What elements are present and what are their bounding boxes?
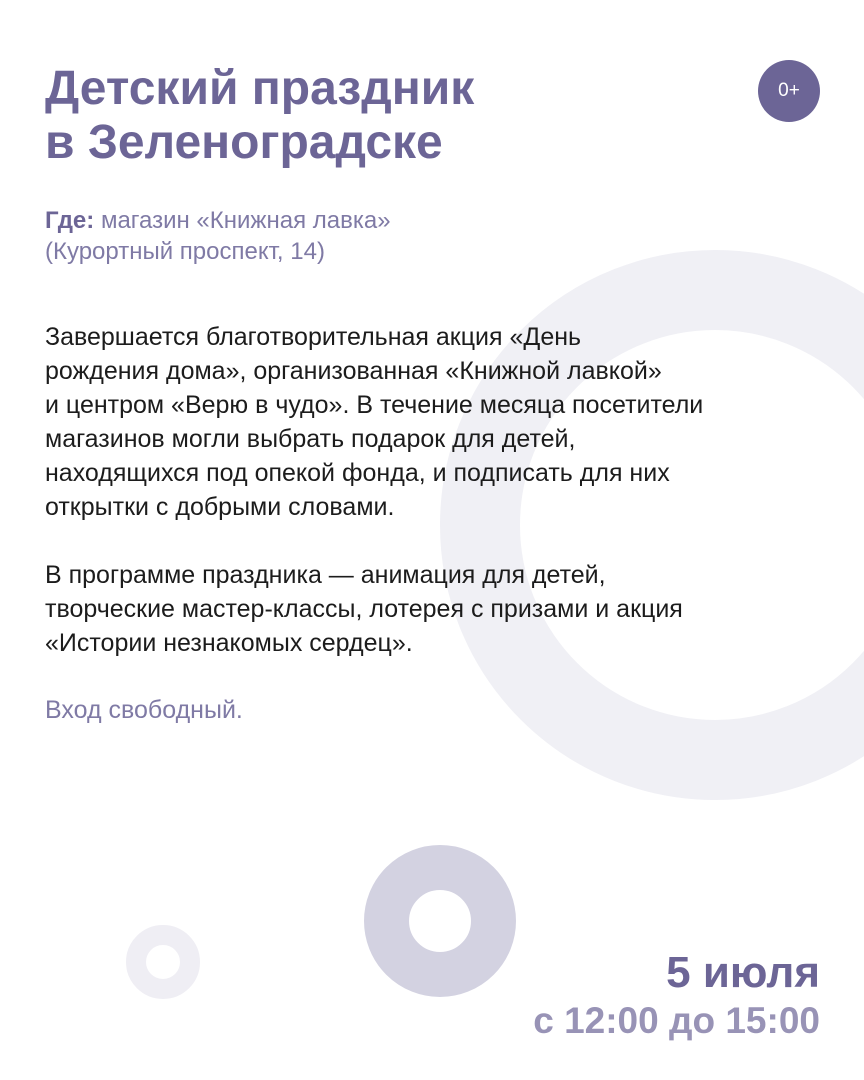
event-time: с 12:00 до 15:00 xyxy=(533,1000,820,1041)
description-line: Завершается благотворительная акция «День xyxy=(45,323,582,351)
location-label: Где: xyxy=(45,207,95,234)
description-line: открытки с добрыми словами. xyxy=(45,493,395,521)
description-line: В программе праздника — анимация для детей, xyxy=(45,561,606,589)
location-line xyxy=(45,205,391,236)
event-location xyxy=(45,205,391,267)
description-paragraph xyxy=(45,558,845,660)
location-address: (Курортный проспект, 14) xyxy=(45,238,325,265)
description-line: магазинов могли выбрать подарок для детей, xyxy=(45,425,576,453)
location-place: магазин «Книжная лавка» xyxy=(100,207,391,234)
description-line: и центром «Верю в чудо». В течение месяца посетители xyxy=(45,391,704,419)
event-title-line: в Зеленоградске xyxy=(45,116,443,169)
event-title-line: Детский праздник xyxy=(45,62,475,115)
event-date: 5 июля xyxy=(666,948,820,997)
decorative-ring-small xyxy=(126,925,200,999)
description-line: рождения дома», организованная «Книжной лавкой» xyxy=(45,357,662,385)
age-rating-badge: 0+ xyxy=(758,60,820,122)
description-line: находящихся под опекой фонда, и подписать для них xyxy=(45,459,670,487)
description-line: «Истории незнакомых сердец». xyxy=(45,629,413,657)
decorative-ring-medium xyxy=(364,845,516,997)
entry-info: Вход свободный. xyxy=(45,696,243,724)
description-paragraph xyxy=(45,320,845,524)
event-description xyxy=(45,320,845,694)
description-line: творческие мастер-классы, лотерея с призами и акция xyxy=(45,595,683,623)
event-title xyxy=(45,62,665,170)
